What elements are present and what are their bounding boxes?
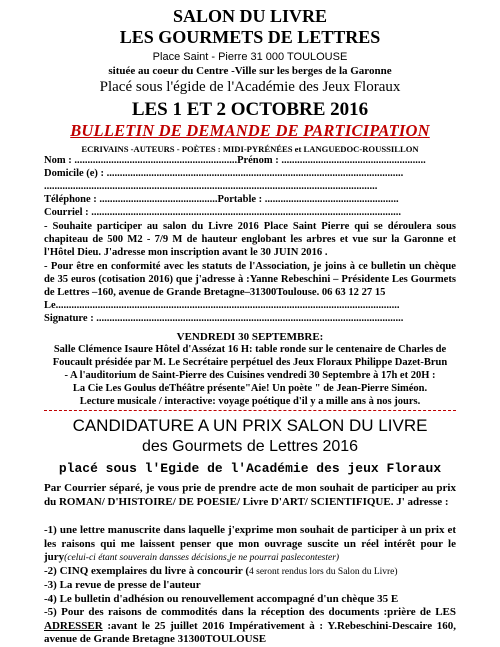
events-title: VENDREDI 30 SEPTEMBRE: [176,331,324,343]
title-salon: SALON DU LIVRE [172,6,328,26]
prix-intro-text: Par Courrier séparé, je vous prie de prendre acte de mon souhait de participer au prix du ROMAN/ D'HISTOIRE/ DE POESIE/ Livre D'ART/ SCIENTIFIQUE. J' adresse : [44,482,456,508]
events-line4: La Cie Les Goulus deThéâtre présente"Aie! Un poète " de Jean-Pierre Siméon. [72,383,428,394]
events-line3: - A l'auditorium de Saint-Pierre des Cuisines vendredi 30 Septembre à 17h et 20H : [64,370,436,381]
prix-item5-text: -5) Pour des raisons de commodités dans la réception des documents :prière de LES [44,606,456,618]
prix-item1-note: (celui-ci étant souverain dansses décisions,je ne pourrai paslecontester) [64,553,340,563]
prix-item1 [44,524,456,566]
title-gourmets: LES GOURMETS DE LETTRES [119,27,381,47]
prix-item5 [44,606,456,647]
field-courriel: Courriel : ...................................................................................................................... [44,207,401,218]
location: située au coeur du Centre -Ville sur les berges de la Garonne [108,65,392,77]
egide: Placé sous l'égide de l'Académie des Jeux Floraux [99,79,401,95]
field-blank: ............................................................................................................................... [44,181,378,192]
field-nom: Nom : ..............................................................Prénom : ....................................................... [44,155,426,166]
prix-title2: des Gourmets de Lettres 2016 [141,438,359,455]
prix-intro [44,482,456,509]
prix-title1: CANDIDATURE A UN PRIX SALON DU LIVRE [72,416,428,435]
field-telephone: Téléphone : .............................................Portable : ................................................... [44,194,399,205]
prix-item2-note: 4 seront rendus lors du Salon du Livre) [249,567,398,577]
red-divider [44,410,456,411]
prix-item1-text: -1) une lettre manuscrite dans laquelle j'exprime mon souhait de participer à un prix et les raisons qui me laissent penser que mon ouvrage suscite un réel intérêt pour le jury [44,524,456,563]
prix-item2-text: -2) CINQ exemplaires du livre à concourir ( [44,565,250,577]
categories: ECRIVAINS -AUTEURS - POÈTES : MIDI-PYRÉNÉES et LANGUEDOC-ROUSSILLON [81,144,419,154]
bulletin-title: BULLETIN DE DEMANDE DE PARTICIPATION [70,121,430,140]
prix-item5-adresser: ADRESSER [44,619,103,632]
prix-title3: placé sous l'Egide de l'Académie des jeux Floraux [58,461,442,476]
prix-item5-address: :avant le 25 juillet 2016 Impérativement à : Y.Rebeschini-Descaire 160, avenue de Grande Bretagne 31300TOULOUSE [44,619,456,645]
dates: LES 1 ET 2 OCTOBRE 2016 [131,99,369,120]
field-signature: Signature : ..................................................................................................................... [44,313,404,324]
events-line5: Lecture musicale / interactive: voyage poétique d'il y a mille ans à nos jours. [79,396,421,407]
prix-item3: -3) La revue de presse de l'auteur [44,579,201,591]
para-participation: - Souhaite participer au salon du Livre 2016 Place Saint Pierre qui se déroulera sous chapiteau de 500 M2 - 7/9 M de hauteur englobant les arbres et vue sur la Garonne et l'Hôtel Dieu. J'adresse mon inscription avant le 30 JUIN 2016 . [44,221,456,258]
field-le: Le................................................................................................................................... [44,300,400,311]
para-cotisation: - Pour être en conformité avec les statuts de l'Association, je joins à ce bulletin un chèque de 35 euros (cotisation 2016) que j'adresse à :Yanne Rebeschini – Présidente Les Gourmets de Lettres –160, avenue de Grande Bretagne–31300Toulouse. 06 63 12 27 15 [44,261,456,298]
events-line1: Salle Clémence Isaure Hôtel d'Assézat 16 H: table ronde sur le centenaire de Charles de [53,344,447,355]
events-line2: Foucault présidée par M. Le Secrétaire perpétuel des Jeux Floraux Philippe Dazet-Brun [52,357,448,368]
address: Place Saint - Pierre 31 000 TOULOUSE [152,51,348,63]
prix-item4: -4) Le bulletin d'adhésion ou renouvellement accompagné d'un chèque 35 E [44,593,399,605]
prix-item2 [44,565,456,580]
field-domicile: Domicile (e) : ................................................................................................................. [44,168,404,179]
